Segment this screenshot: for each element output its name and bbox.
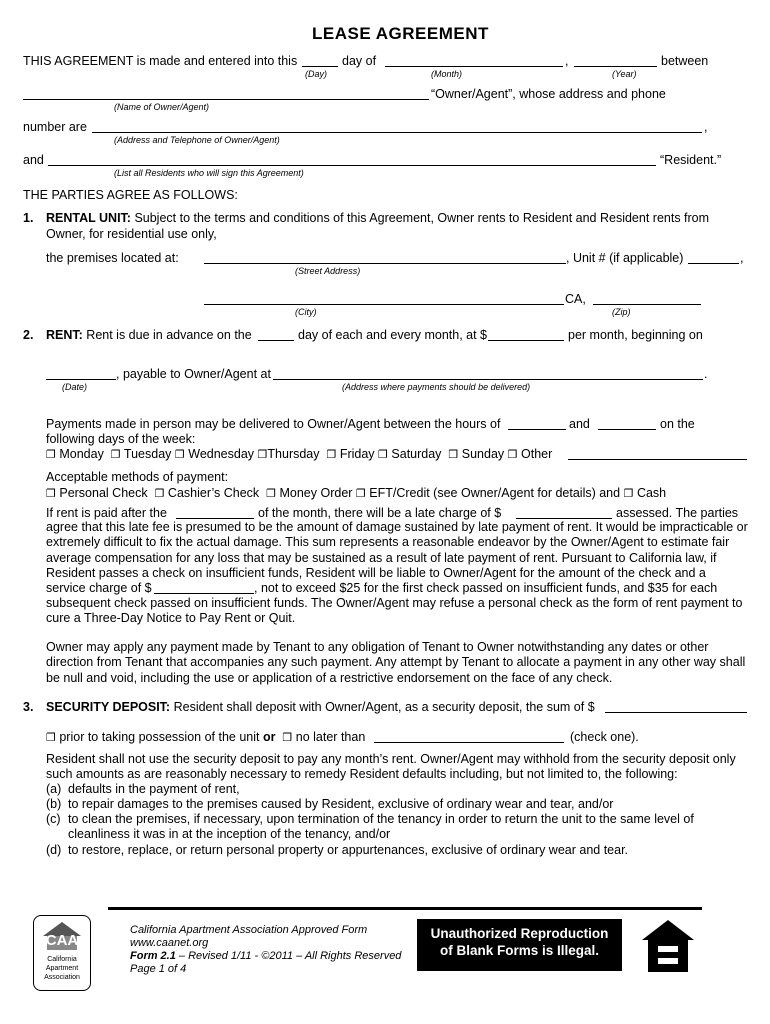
late-text-a: If rent is paid after the [46, 506, 167, 520]
street-field[interactable] [204, 263, 566, 264]
rent-text3: per month, beginning on [568, 328, 703, 342]
logo-text: CAA [45, 932, 79, 949]
logo-sub-2: Apartment [45, 965, 79, 972]
rent-day-field[interactable] [258, 340, 294, 341]
checkbox-icon[interactable]: ❐ [448, 448, 459, 461]
zip-field[interactable] [593, 304, 701, 305]
parties-heading: THE PARTIES AGREE AS FOLLOWS: [23, 188, 238, 202]
list-label-c: (c) [46, 812, 61, 826]
premises-label: the premises located at: [46, 251, 179, 265]
number-are-label: number are [23, 120, 87, 134]
checkbox-icon[interactable]: ❐ [154, 487, 165, 500]
service-body: subsequent check passed on insufficient funds. The Owner/Agent may refuse a personal check as the form of rent payment to cure a Three-Day Notice to Pay Rent or Quit. [46, 596, 743, 626]
unit-field[interactable] [688, 263, 739, 264]
section-1-line1 [46, 211, 709, 225]
deposit-amount-field[interactable] [605, 712, 747, 713]
list-item-d: to restore, replace, or return personal property or appurtenances, exclusive of ordinary wear and tear. [68, 843, 629, 857]
section-2-heading: RENT: [46, 328, 83, 342]
section-3-number: 3. [23, 700, 34, 714]
caption-month: (Month) [431, 69, 463, 79]
day-of-label: day of [342, 54, 377, 68]
deposit-or: or [262, 730, 276, 744]
checkbox-icon[interactable]: ❐ [282, 731, 293, 744]
late-charge-field[interactable] [516, 518, 612, 519]
footer-info [130, 924, 401, 976]
day-field[interactable] [302, 66, 338, 67]
caption-street: (Street Address) [295, 266, 361, 276]
hours-end-field[interactable] [598, 429, 656, 430]
year-field[interactable] [574, 66, 657, 67]
website-link[interactable]: www.caanet.org [130, 937, 209, 949]
hours-start-field[interactable] [508, 429, 566, 430]
payment-address-field[interactable] [273, 379, 703, 380]
hours-on: on the [660, 417, 695, 431]
warning-line-1: Unauthorized Reproduction [430, 926, 609, 941]
residents-field[interactable] [48, 165, 656, 166]
unit-label: , Unit # (if applicable) [566, 251, 684, 265]
deposit-body: Resident shall not use the security deposit to pay any month’s rent. Owner/Agent may withhold from the security deposit only such amounts as are reasonably necessary to remedy Resident defaults including, but not limited to, the following: [46, 752, 736, 782]
checkbox-icon[interactable]: ❐ [378, 448, 388, 461]
checkbox-icon[interactable]: ❐ [174, 448, 185, 461]
hours-text1: Payments made in person may be delivered to Owner/Agent between the hours of [46, 417, 501, 431]
list-label-d: (d) [46, 843, 62, 857]
deposit-text: Resident shall deposit with Owner/Agent, as a security deposit, the sum of $ [173, 700, 595, 714]
deposit-opt1: prior to taking possession of the unit [59, 730, 260, 744]
day-thursday: Thursday [267, 447, 320, 461]
caption-year: (Year) [612, 69, 637, 79]
day-wednesday: Wednesday [188, 447, 255, 461]
owner-tail: “Owner/Agent”, whose address and phone [431, 87, 666, 101]
deposit-options [46, 730, 365, 744]
rent-text1: Rent is due in advance on the [86, 328, 252, 342]
section-2-number: 2. [23, 328, 34, 342]
hours-and: and [569, 417, 590, 431]
caption-payaddr: (Address where payments should be delivered) [342, 382, 531, 392]
method-cash: Cash [636, 486, 667, 500]
begin-date-field[interactable] [46, 379, 116, 380]
rent-text2: day of each and every month, at $ [298, 328, 488, 342]
caption-owner: (Name of Owner/Agent) [114, 102, 210, 112]
city-field[interactable] [204, 304, 564, 305]
late-day-field[interactable] [176, 518, 254, 519]
check-one: (check one). [570, 730, 639, 744]
list-item-b: to repair damages to the premises caused by Resident, exclusive of ordinary wear and tear, and/or [68, 797, 614, 811]
day-sunday: Sunday [461, 447, 505, 461]
footer-rule [108, 907, 702, 910]
other-day-field[interactable] [568, 459, 747, 460]
and-label: and [23, 153, 44, 167]
service-text-b: , not to exceed $25 for the first check passed on insufficient funds, and $35 for each [254, 581, 718, 595]
form-line [130, 950, 401, 963]
checkbox-icon[interactable]: ❐ [326, 448, 337, 461]
method-personal-check: Personal Check [59, 486, 148, 500]
hours-text2: following days of the week: [46, 432, 196, 446]
day-monday: Monday [59, 447, 104, 461]
comma-3: , [740, 251, 744, 265]
deposit-date-field[interactable] [374, 742, 564, 743]
deposit-opt2: no later than [295, 730, 366, 744]
checkbox-icon[interactable]: ❐ [507, 448, 518, 461]
comma-2: , [704, 120, 708, 134]
checkbox-icon[interactable]: ❐ [46, 731, 56, 744]
day-other: Other [521, 447, 553, 461]
service-charge-field[interactable] [154, 593, 254, 594]
ca-label: CA, [565, 292, 586, 306]
list-label-b: (b) [46, 797, 62, 811]
methods-label: Acceptable methods of payment: [46, 470, 229, 484]
section-1-number: 1. [23, 211, 34, 225]
logo-sub-1: California [47, 956, 77, 963]
method-money-order: Money Order [279, 486, 353, 500]
checkbox-icon[interactable]: ❐ [110, 448, 121, 461]
late-text-b: of the month, there will be a late charge of $ [258, 506, 502, 520]
late-text-c: assessed. The parties [616, 506, 739, 520]
caption-day: (Day) [305, 69, 327, 79]
list-item-a: defaults in the payment of rent, [68, 782, 240, 796]
checkbox-icon[interactable]: ❐ [46, 448, 56, 461]
caption-city: (City) [295, 307, 317, 317]
apply-paragraph: Owner may apply any payment made by Tenant to any obligation of Tenant to Owner notwithstanding any dates or other direction from Tenant that accompanies any such payment. Any attempt by Tenant to allocate a payment in any other way shall be null and void, including the use or application of a restrictive endorsement on the face of any check. [46, 640, 746, 685]
caption-date: (Date) [62, 382, 88, 392]
page-number: Page 1 of 4 [130, 963, 187, 975]
caa-logo [33, 915, 91, 991]
warning-line-2: of Blank Forms is Illegal. [439, 943, 600, 958]
approved-text: California Apartment Association Approved Form [130, 924, 368, 936]
method-eft: EFT/Credit (see Owner/Agent for details) and [369, 486, 621, 500]
section-1-heading: RENTAL UNIT: [46, 211, 131, 225]
days-row [46, 447, 552, 461]
section-1-text2: Owner, for residential use only, [46, 227, 217, 241]
list-item-c: to clean the premises, if necessary, upon termination of the tenancy in order to return the unit to the same level of cleanliness it was in at the inception of the tenancy, and/or [68, 812, 694, 842]
rent-heading-line [46, 328, 252, 342]
checkbox-icon[interactable]: ❐ [257, 448, 268, 461]
equal-housing-icon [638, 916, 698, 976]
late-body: agree that this late fee is presumed to be the amount of damage sustained by late payment of rent. It would be impracticable or extremely difficult to fix the actual damage. This sum represents a reasonable endeavor by the Owner/Agent to estimate fair average compensation for any loss that may be sustained as a result of late payment of rent. Pursuant to California law, if Resident passes a check on insufficient funds, Resident will be liable to Owner/Agent for the amount of the check and a [46, 520, 748, 580]
checkbox-icon[interactable]: ❐ [266, 487, 276, 500]
service-text-a: service charge of $ [46, 581, 152, 595]
form-number: Form 2.1 [130, 950, 176, 962]
day-tuesday: Tuesday [123, 447, 172, 461]
page-title: LEASE AGREEMENT [312, 24, 489, 43]
list-label-a: (a) [46, 782, 62, 796]
caption-zip: (Zip) [612, 307, 631, 317]
resident-label: “Resident.” [660, 153, 722, 167]
methods-row [46, 486, 666, 500]
method-cashiers-check: Cashier’s Check [167, 486, 260, 500]
between-label: between [661, 54, 709, 68]
section-1-text1: Subject to the terms and conditions of this Agreement, Owner rents to Resident and Resident rents from [134, 211, 710, 225]
owner-address-field[interactable] [92, 132, 702, 133]
owner-name-field[interactable] [23, 99, 429, 100]
comma: , [565, 54, 569, 68]
rent-amount-field[interactable] [488, 340, 564, 341]
payable-label: , payable to Owner/Agent at [116, 367, 271, 381]
period: . [704, 367, 708, 381]
unauthorized-warning-badge [417, 919, 622, 971]
intro-lead: THIS AGREEMENT is made and entered into this [23, 54, 298, 68]
day-friday: Friday [339, 447, 375, 461]
caption-address: (Address and Telephone of Owner/Agent) [114, 135, 280, 145]
form-rest: – Revised 1/11 - ©2011 – All Rights Reserved [175, 950, 402, 962]
checkbox-icon[interactable]: ❐ [46, 487, 56, 500]
checkbox-icon[interactable]: ❐ [623, 487, 634, 500]
logo-sub-3: Association [44, 974, 80, 981]
day-saturday: Saturday [391, 447, 442, 461]
checkbox-icon[interactable]: ❐ [355, 487, 366, 500]
deposit-line [46, 700, 595, 714]
month-field[interactable] [385, 66, 563, 67]
caption-residents: (List all Residents who will sign this Agreement) [114, 168, 304, 178]
section-3-heading: SECURITY DEPOSIT: [46, 700, 171, 714]
